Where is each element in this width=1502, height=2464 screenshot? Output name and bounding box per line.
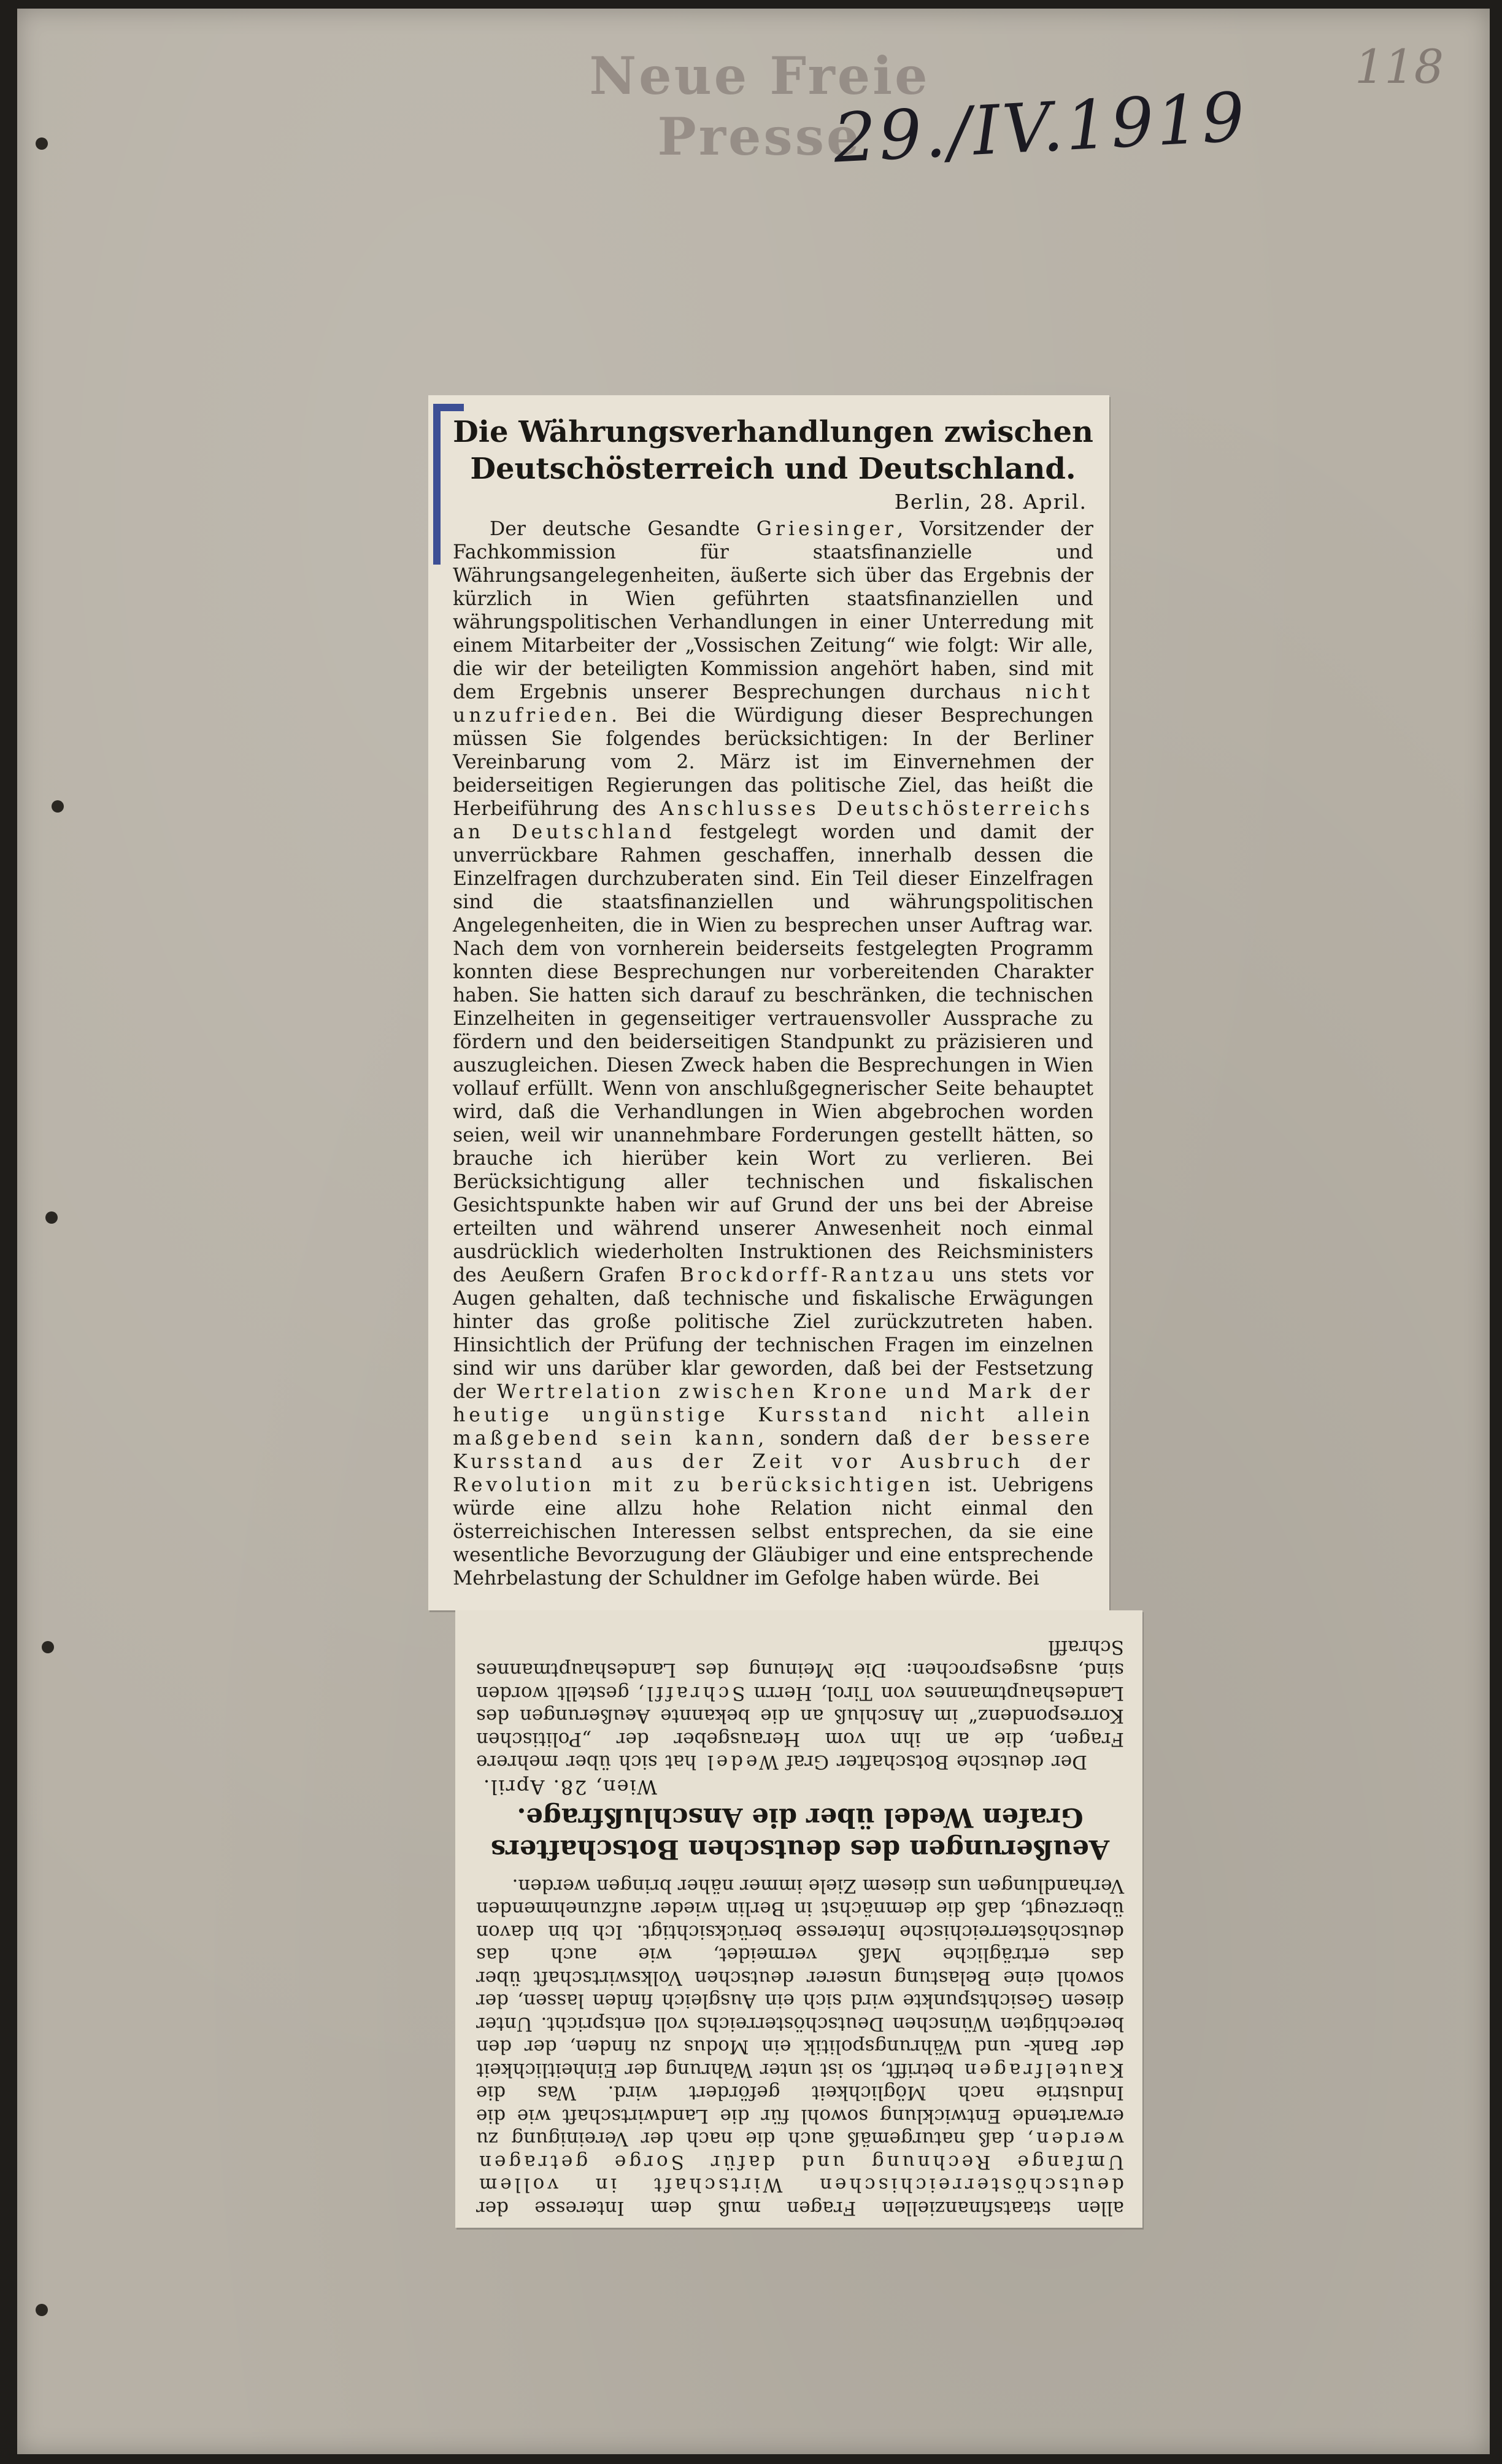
newspaper-clipping-upside-down (455, 1610, 1142, 2228)
punch-hole (52, 800, 64, 813)
emphasis-text: der bessere Kursstand aus der Zeit vor Ausbruch der Revolution mit zu berücksichtigen (453, 1427, 1093, 1496)
punch-hole (42, 1641, 54, 1653)
blue-pencil-mark (433, 404, 464, 565)
punch-hole (36, 137, 48, 150)
person-name: Wedel (704, 1751, 779, 1774)
article-title: Aeußerungen des deutschen Botschafters Grafen Wedel über die Anschlußfrage. (490, 1802, 1110, 1865)
article-body: Der deutsche Botschafter Graf Wedel hat sich über mehrere Fragen, die an ihn vom Herausgeber der „Politischen Korrespondenz“ im Anschluß an die bekannte Aeußerungen des Landeshauptmannes von Tirol, Herrn Schraffl, gestellt worden sind, ausgesprochen: Die Meinung des Landeshauptmannes Schraffl (476, 1636, 1124, 1774)
newspaper-clipping-currency-negotiations (428, 395, 1109, 1610)
emphasis-text: deutschösterreichischen Wirtschaft in vollem Umfange Rechnung und dafür Sorge getragen werden (476, 2128, 1124, 2196)
person-name: Schraffl (644, 1682, 745, 1704)
person-name: Brockdorff-Rantzau (679, 1264, 938, 1286)
person-name: Griesinger (756, 518, 898, 540)
punch-hole (36, 2304, 48, 2316)
punch-hole (45, 1211, 58, 1224)
article-continuation: allen staatsfinanziellen Fragen muß dem Interesse der deutschösterreichischen Wirtschaft in vollem Umfange Rechnung und dafür Sorge getragen werden, daß naturgemäß auch die nach der Vereinigung zu erwartende Entwicklung sowohl für die Landwirtschaft wie die Industrie nach Möglichkeit gefördert wird. Was die Kautelfragen betrifft, so ist unter Wahrung der Einheitlichkeit der Bank- und Währungspolitik ein Modus zu finden, der den berechtigten Wünschen Deutschösterreichs voll entspricht. Unter diesen Gesichtspunkte wird sich ein Ausgleich finden lassen, der sowohl eine Belastung unserer deutschen Volkswirtschaft über das erträgliche Maß vermeidet, wie auch das deutschösterreichische Interesse berücksichtigt. Ich bin davon überzeugt, daß die demnächst in Berlin wieder aufzunehmenden Verhandlungen uns diesem Ziele immer näher bringen werden. (476, 1875, 1124, 2219)
newspaper-name-stamp: Neue Freie Presse (589, 45, 930, 167)
emphasis-text: Wertrelation zwischen Krone und Mark der heutige ungünstige Kursstand nicht allein maßgebend sein kann (453, 1381, 1093, 1450)
article-body: Der deutsche Gesandte Griesinger, Vorsitzender der Fachkommission für staatsfinanzielle und Währungsangelegenheiten, äußerte sich über das Ergebnis der kürzlich in Wien geführten staatsfinanziellen und währungspolitischen Verhandlungen in einer Unterredung mit einem Mitarbeiter der „Vossischen Zeitung“ wie folgt: Wir alle, die wir der beteiligten Kommission angehört haben, sind mit dem Ergebnis unserer Besprechungen durchaus nicht unzufrieden. Bei die Würdigung dieser Besprechungen müssen Sie folgendes berücksichtigen: In der Berliner Vereinbarung vom 2. März ist im Einvernehmen der beiderseitigen Regierungen das politische Ziel, das heißt die Herbeiführung des Anschlusses Deutschösterreichs an Deutschland festgelegt worden und damit der unverrückbare Rahmen geschaffen, innerhalb dessen die Einzelfragen durchzuberaten sind. Ein Teil dieser Einzelfragen sind die staatsfinanziellen und währungspolitischen Angelegenheiten, die in Wien zu besprechen unser Auftrag war. Nach dem von vornherein beiderseits festgelegten Programm konnten diese Besprechungen nur vorbereitenden Charakter haben. Sie hatten sich darauf zu beschränken, die technischen Einzelheiten in gegenseitiger vertrauensvoller Aussprache zu fördern und den beiderseitigen Standpunkt zu präzisieren und auszugleichen. Diesen Zweck haben die Besprechungen in Wien vollauf erfüllt. Wenn von anschlußgegnerischer Seite behauptet wird, daß die Verhandlungen in Wien abgebrochen worden seien, weil wir unannehmbare Forderungen gestellt hätten, so brauche ich hierüber kein Wort zu verlieren. Bei Berücksichtigung aller technischen und fiskalischen Gesichtspunkte haben wir auf Grund der uns bei der Abreise erteilten und während unserer Anwesenheit noch einmal ausdrücklich wiederholten Instruktionen des Reichsministers des Aeußern Grafen Brockdorff-Rantzau uns stets vor Augen gehalten, daß technische und fiskalische Erwägungen hinter das große politische Ziel zurückzutreten haben. Hinsichtlich der Prüfung der technischen Fragen im einzelnen sind wir uns darüber klar geworden, daß bei der Festsetzung der Wertrelation zwischen Krone und Mark der heutige ungünstige Kursstand nicht allein maßgebend sein kann, sondern daß der bessere Kursstand aus der Zeit vor Ausbruch der Revolution mit zu berücksichtigen ist. Uebrigens würde eine allzu hohe Relation nicht einmal den österreichischen Interessen selbst entsprechen, da sie eine wesentliche Bevorzugung der Gläubiger und eine entsprechende Mehrbelastung der Schuldner im Gefolge haben würde. Bei (453, 518, 1094, 1589)
handwritten-date: 29./IV.1919 (831, 77, 1249, 178)
article-dateline: Wien, 28. April. (482, 1775, 658, 1799)
article-dateline: Berlin, 28. April. (894, 490, 1087, 514)
rotated-clipping-content (455, 1610, 1142, 2228)
emphasis-text: Anschlusses Deutschösterreichs an Deutschland (453, 798, 1094, 843)
archive-number: 118 (1355, 39, 1444, 94)
emphasis-text: Kautelfragen (961, 2059, 1124, 2081)
emphasis-text: nicht unzufrieden (453, 681, 1093, 727)
article-title: Die Währungsverhandlungen zwischen Deutschösterreich und Deutschland. (453, 415, 1093, 486)
